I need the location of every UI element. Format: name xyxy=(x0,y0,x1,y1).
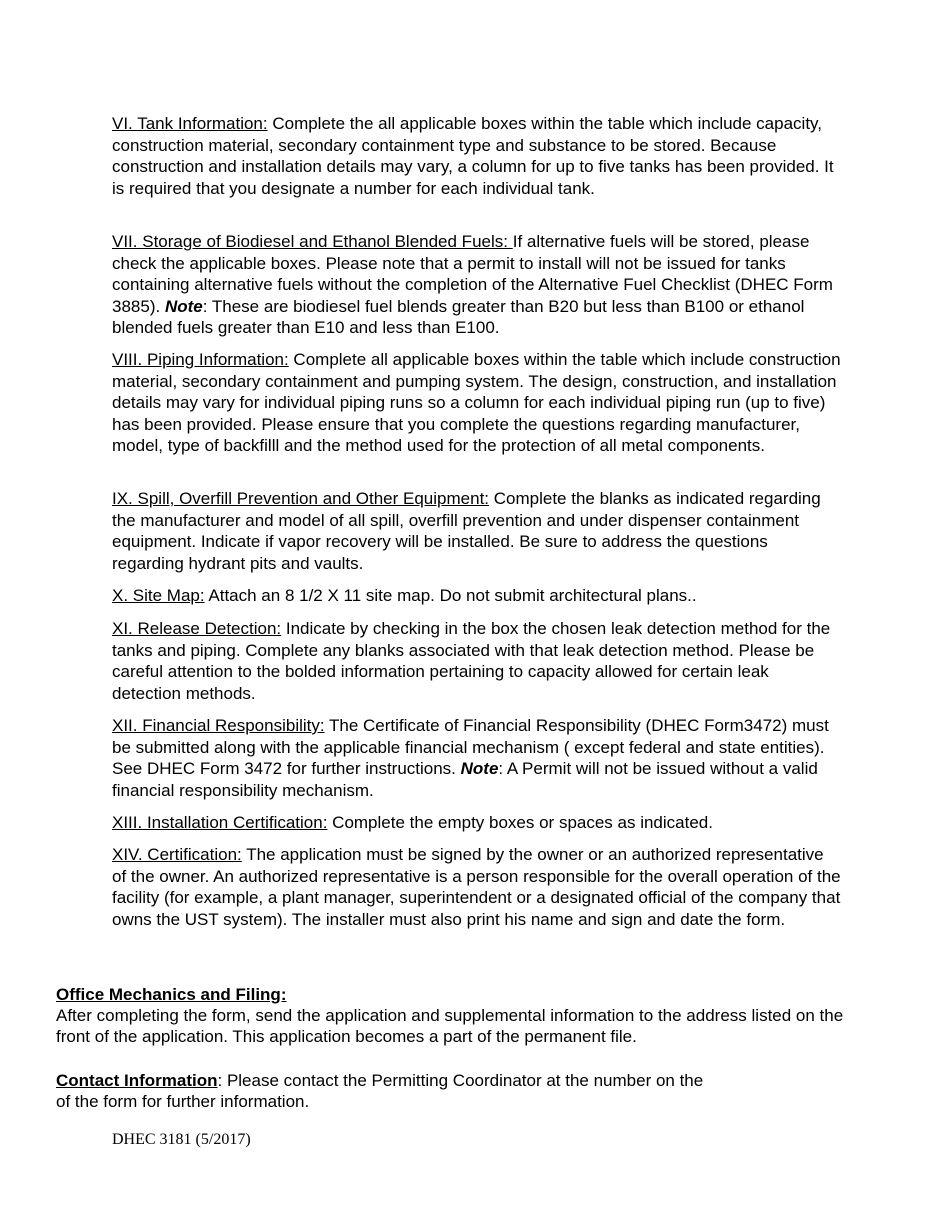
section-text: Complete the all applicable boxes within the table which include capacity, construction material, secondary containment type and substance to be stored. Because construction and installation details may vary, a column for up to five tanks has been provided. It is required that you designate a number for each individual tank. xyxy=(112,114,834,198)
section-text: Complete the empty boxes or spaces as indicated. xyxy=(327,813,713,832)
section-text: Complete all applicable boxes within the table which include construction material, secondary containment and pumping system. The design, construction, and installation details may vary for individual piping runs so a column for each individual piping run (up to five) has been provided. Please ensure that you complete the questions regarding manufacturer, model, type of backfilll and the method used for the protection of all metal components. xyxy=(112,350,841,455)
office-mechanics-heading xyxy=(56,984,936,1006)
section-heading: IX. Spill, Overfill Prevention and Other Equipment: xyxy=(112,489,490,508)
section-release-detection xyxy=(112,618,842,704)
section-heading: VII. Storage of Biodiesel and Ethanol Blended Fuels: xyxy=(112,232,513,251)
section-spill-overfill-prevention xyxy=(112,488,842,574)
section-heading: XIII. Installation Certification: xyxy=(112,813,328,832)
contact-information-line-2: of the form for further information. xyxy=(56,1092,310,1111)
section-text: The Certificate of Financial Responsibility (DHEC Form3472) must be submitted along with the applicable financial mechanism ( except federal and state entities). See DHEC Form 3472 for further instructions. xyxy=(112,716,829,778)
section-heading: XII. Financial Responsibility: xyxy=(112,716,325,735)
section-tank-information xyxy=(112,113,842,199)
section-financial-responsibility xyxy=(112,715,842,801)
contact-information-line-1 xyxy=(56,1070,936,1092)
section-site-map xyxy=(112,585,842,607)
office-heading-text: Office Mechanics and Filing: xyxy=(56,985,287,1004)
form-identifier: DHEC 3181 (5/2017) xyxy=(112,1131,251,1148)
contact-text: : Please contact the Permitting Coordinator at the number on the xyxy=(217,1071,704,1090)
note-text: : A Permit will not be issued without a valid financial responsibility mechanism. xyxy=(112,759,818,800)
section-text: If alternative fuels will be stored, please check the applicable boxes. Please note that a permit to install will not be issued for tanks containing alternative fuels without the completion of the Alternative Fuel Checklist (DHEC Form 3885). xyxy=(112,232,833,316)
section-piping-information xyxy=(112,349,842,457)
section-heading: XI. Release Detection: xyxy=(112,619,282,638)
office-mechanics-line-1: After completing the form, send the application and supplemental information to the address listed on the xyxy=(56,1006,844,1025)
section-text: Indicate by checking in the box the chosen leak detection method for the tanks and piping. Complete any blanks associated with that leak detection method. Please be careful attention to the bolded information pertaining to capacity allowed for certain leak detection methods. xyxy=(112,619,831,703)
note-label: Note xyxy=(460,759,499,778)
section-heading: VI. Tank Information: xyxy=(112,114,268,133)
note-label: Note xyxy=(164,296,203,316)
section-heading: VIII. Piping Information: xyxy=(112,350,289,369)
contact-heading: Contact Information xyxy=(56,1071,218,1090)
section-text: Attach an 8 1/2 X 11 site map. Do not submit architectural plans.. xyxy=(204,586,697,605)
note-text: : These are biodiesel fuel blends greater than B20 but less than B100 or ethanol blended fuels greater than E10 and less than E100. xyxy=(112,296,805,337)
section-text: Complete the blanks as indicated regarding the manufacturer and model of all spill, overfill prevention and under dispenser containment equipment. Indicate if vapor recovery will be installed. Be sure to address the questions regarding hydrant pits and vaults. xyxy=(112,489,821,573)
section-heading: X. Site Map: xyxy=(112,586,205,605)
section-heading: XIV. Certification: xyxy=(112,845,242,864)
office-mechanics-line-2: front of the application. This application becomes a part of the permanent file. xyxy=(56,1027,637,1046)
section-installation-certification xyxy=(112,812,842,834)
section-certification xyxy=(112,844,842,930)
section-biodiesel-ethanol-storage xyxy=(112,231,842,339)
section-text: The application must be signed by the owner or an authorized representative of the owner. An authorized representative is a person responsible for the overall operation of the facility (for example, a plant manager, superintendent or a designated official of the company that owns the UST system). The installer must also print his name and sign and date the form. xyxy=(112,845,841,929)
